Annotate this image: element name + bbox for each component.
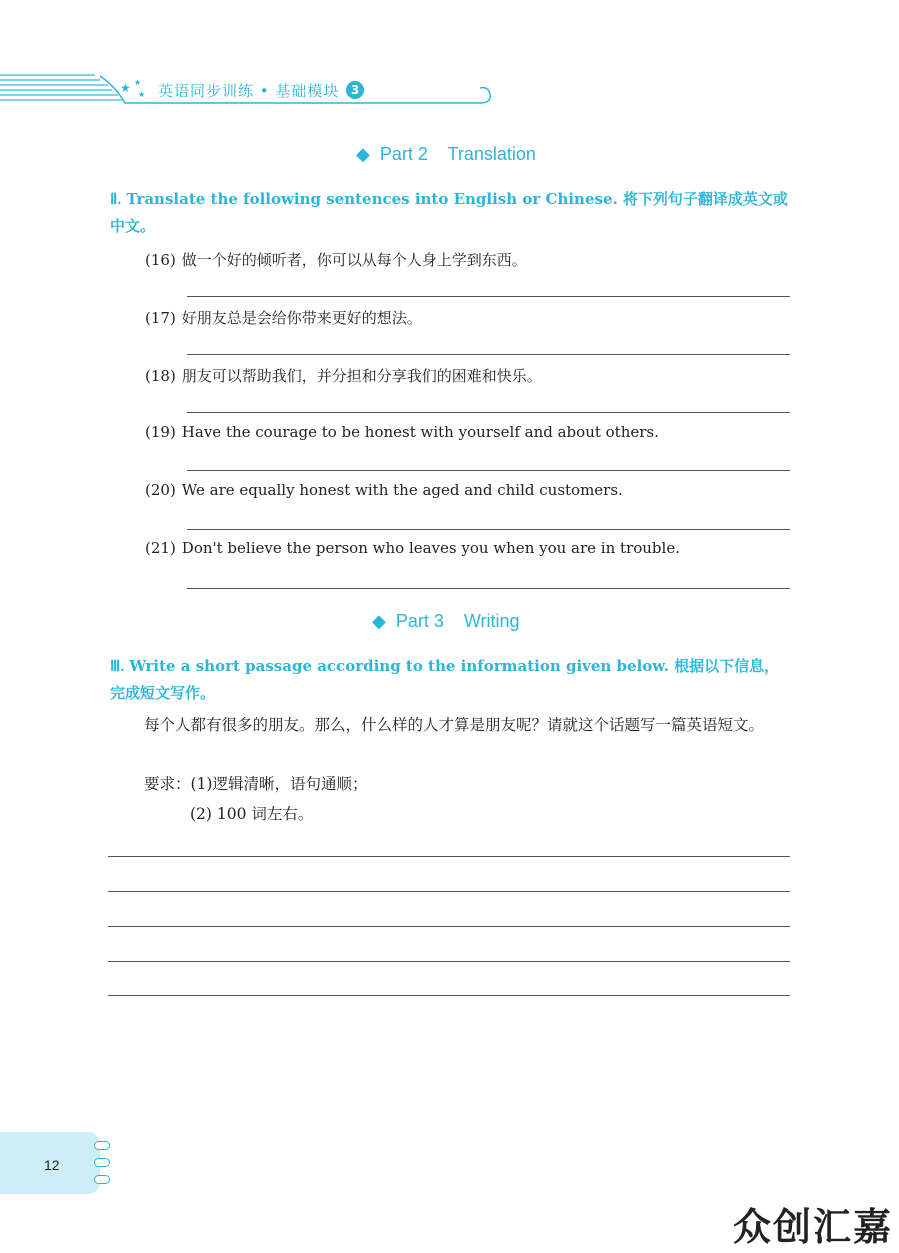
svg-text:★: ★ [120,81,131,95]
part2-title-text: Part 2 Translation [379,144,536,164]
page-number: 12 [44,1157,60,1173]
diamond-icon: ◆ [356,144,370,164]
translation-item [145,307,422,328]
requirements [144,772,367,794]
svg-text:★: ★ [138,90,146,99]
header-title: 英语同步训练 • 基础模块 [158,82,340,100]
writing-line[interactable] [108,995,790,996]
translation-item [145,423,659,441]
item-text: 好朋友总是会给你带来更好的想法。 [181,309,422,327]
item-text: We are equally honest with the aged and child customers. [181,481,623,499]
answer-line[interactable] [187,470,790,471]
item-text: 做一个好的倾听者，你可以从每个人身上学到东西。 [181,251,527,269]
ring-icon [94,1158,110,1167]
part3-instruction [110,653,792,706]
item-label: (16) [145,251,176,269]
translation-item [145,249,527,270]
ring-icon [94,1175,110,1184]
writing-line[interactable] [108,926,790,927]
item-label: (20) [145,481,176,499]
translation-item [145,539,680,557]
answer-line[interactable] [187,529,790,530]
item-label: (18) [145,367,176,385]
requirements-label: 要求： [144,775,191,793]
translation-item [145,365,542,386]
requirement-1: (1)逻辑清晰，语句通顺； [190,775,368,793]
translation-item [145,481,623,499]
answer-line[interactable] [187,354,790,355]
writing-line[interactable] [108,856,790,857]
item-text: Don't believe the person who leaves you when you are in trouble. [181,539,680,557]
item-text: Have the courage to be honest with yourself and about others. [181,423,659,441]
item-label: (21) [145,539,176,557]
diamond-icon: ◆ [372,611,386,631]
part2-title [356,144,536,165]
watermark: 众创汇嘉 [732,1205,893,1249]
part2-instruction [110,186,792,239]
part2-instruction-number: Ⅱ. [110,192,122,208]
writing-prompt: 每个人都有很多的朋友。那么，什么样的人才算是朋友呢？请就这个话题写一篇英语短文。 [144,716,765,734]
item-label: (17) [145,309,176,327]
answer-line[interactable] [187,412,790,413]
svg-text:★: ★ [134,78,142,87]
writing-line[interactable] [108,961,790,962]
answer-line[interactable] [187,296,790,297]
part3-title-text: Part 3 Writing [395,611,520,631]
writing-line[interactable] [108,891,790,892]
part2-instruction-text: Translate the following sentences into English or Chinese. 将下列句子翻译成英文或中文。 [110,190,788,235]
requirement-2: (2) 100 词左右。 [190,805,314,823]
item-text: 朋友可以帮助我们，并分担和分享我们的困难和快乐。 [181,367,542,385]
volume-badge: 3 [346,81,364,99]
part3-instruction-text: Write a short passage according to the information given below. 根据以下信息，完成短文写作。 [110,657,780,702]
part3-title [372,611,520,632]
part3-instruction-number: Ⅲ. [110,659,125,675]
ring-icon [94,1141,110,1150]
item-label: (19) [145,423,176,441]
answer-line[interactable] [187,588,790,589]
